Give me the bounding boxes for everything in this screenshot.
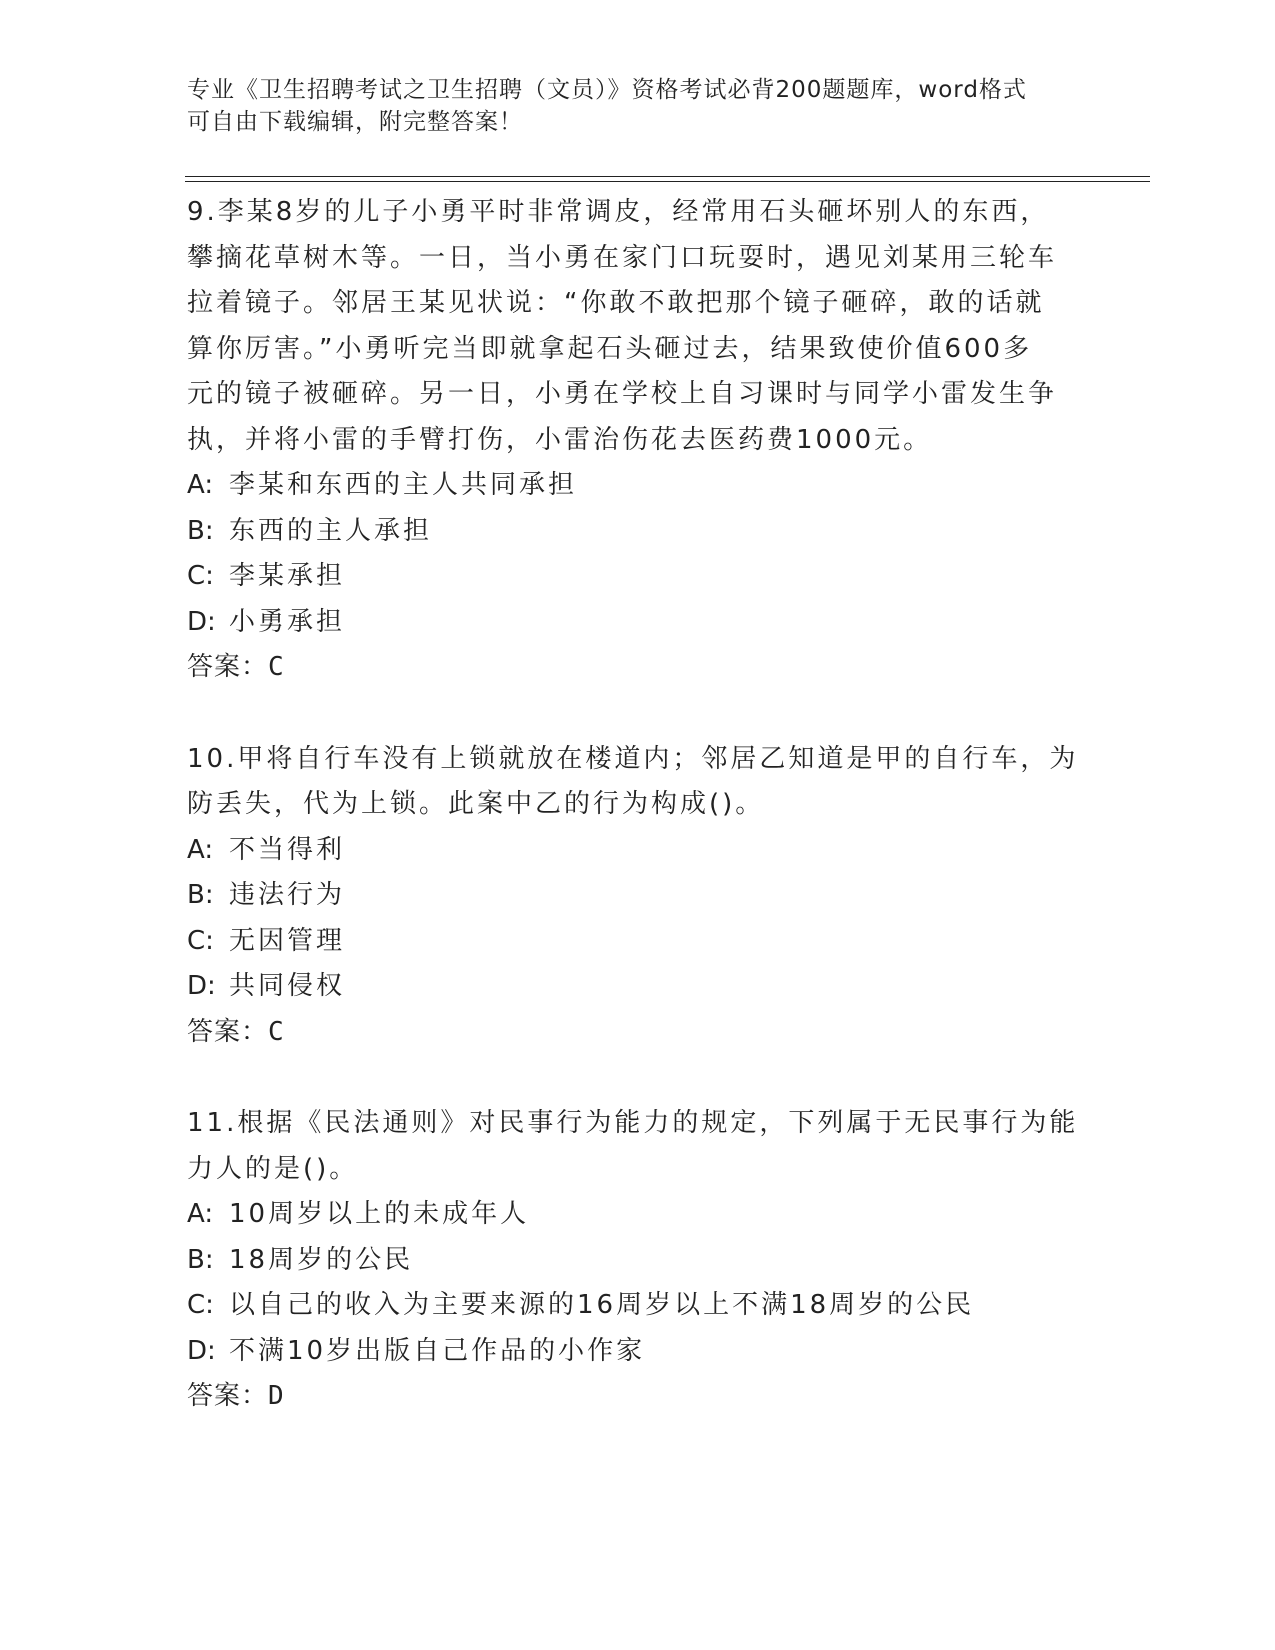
question-list [187,190,1087,1420]
option-text: 东西的主人承担 [229,515,433,546]
header-title-line-2: 可自由下载编辑，附完整答案！ [187,109,523,135]
option-letter: D: [187,1335,216,1366]
option-d [187,964,1087,1010]
answer-value: C [268,652,284,682]
option-text: 以自己的收入为主要来源的16周岁以上不满18周岁的公民 [229,1290,975,1320]
option-a [187,828,1087,874]
question-text-line: 攀摘花草树木等。一日，当小勇在家门口玩耍时，遇见刘某用三轮车 [187,242,1058,273]
option-b [187,873,1087,919]
question-text-line: 11.根据《民法通则》对民事行为能力的规定，下列属于无民事行为能 [187,1108,1079,1138]
answer-label: 答案： [187,1381,269,1411]
option-letter: D: [187,606,216,637]
option-letter: B: [187,880,214,910]
question-text-line: 10.甲将自行车没有上锁就放在楼道内；邻居乙知道是甲的自行车，为 [187,743,1079,774]
question-spacer [187,691,1087,737]
question-text-line: 元的镜子被砸碎。另一日，小勇在学校上自习课时与同学小雷发生争 [187,379,1058,409]
answer-label: 答案： [187,1016,269,1047]
option-text: 18周岁的公民 [229,1244,414,1275]
question-11 [187,1101,1087,1420]
option-text: 共同侵权 [229,971,346,1001]
question-text-line: 9.李某8岁的儿子小勇平时非常调皮，经常用石头砸坏别人的东西， [187,197,1050,227]
option-b [187,509,1087,555]
answer-label: 答案： [187,652,269,682]
option-text: 违法行为 [229,880,346,910]
answer-line [187,1010,1087,1056]
option-text: 不满10岁出版自己作品的小作家 [229,1335,646,1366]
option-c [187,554,1087,600]
option-text: 无因管理 [229,925,346,956]
question-text-line: 拉着镜子。邻居王某见状说：“你敢不敢把那个镜子砸碎，敢的话就 [187,288,1045,318]
question-text-line: 防丢失，代为上锁。此案中乙的行为构成()。 [187,789,765,819]
question-text-line: 算你厉害。”小勇听完当即就拿起石头砸过去，结果致使价值600多 [187,333,1033,364]
header-divider-top [185,176,1150,177]
question-9 [187,190,1087,691]
header-title-line-1: 专业《卫生招聘考试之卫生招聘（文员）》资格考试必背200题题库，word格式 [187,77,1027,103]
question-spacer [187,1055,1087,1101]
answer-line [187,645,1087,691]
header-divider-bottom [185,181,1150,182]
option-letter: D: [187,971,216,1001]
page-header [187,74,1067,138]
answer-value: D [268,1381,284,1411]
option-b [187,1238,1087,1284]
option-a [187,1192,1087,1238]
option-d [187,1329,1087,1375]
option-text: 李某和东西的主人共同承担 [229,470,578,500]
option-d [187,600,1087,646]
option-text: 小勇承担 [229,606,346,637]
answer-line [187,1374,1087,1420]
option-c [187,1283,1087,1329]
question-text-line: 执，并将小雷的手臂打伤，小雷治伤花去医药费1000元。 [187,424,933,455]
option-letter: A: [187,470,214,500]
option-text: 李某承担 [229,561,346,591]
question-text-line: 力人的是()。 [187,1153,359,1184]
option-letter: A: [187,1199,214,1229]
option-letter: A: [187,834,214,865]
option-letter: C: [187,1290,214,1320]
option-letter: B: [187,1244,214,1275]
option-letter: C: [187,925,214,956]
option-letter: C: [187,561,214,591]
option-letter: B: [187,515,214,546]
option-a [187,463,1087,509]
option-text: 10周岁以上的未成年人 [229,1199,530,1229]
answer-value: C [268,1016,284,1047]
option-c [187,919,1087,965]
question-10 [187,737,1087,1056]
option-text: 不当得利 [229,834,346,865]
